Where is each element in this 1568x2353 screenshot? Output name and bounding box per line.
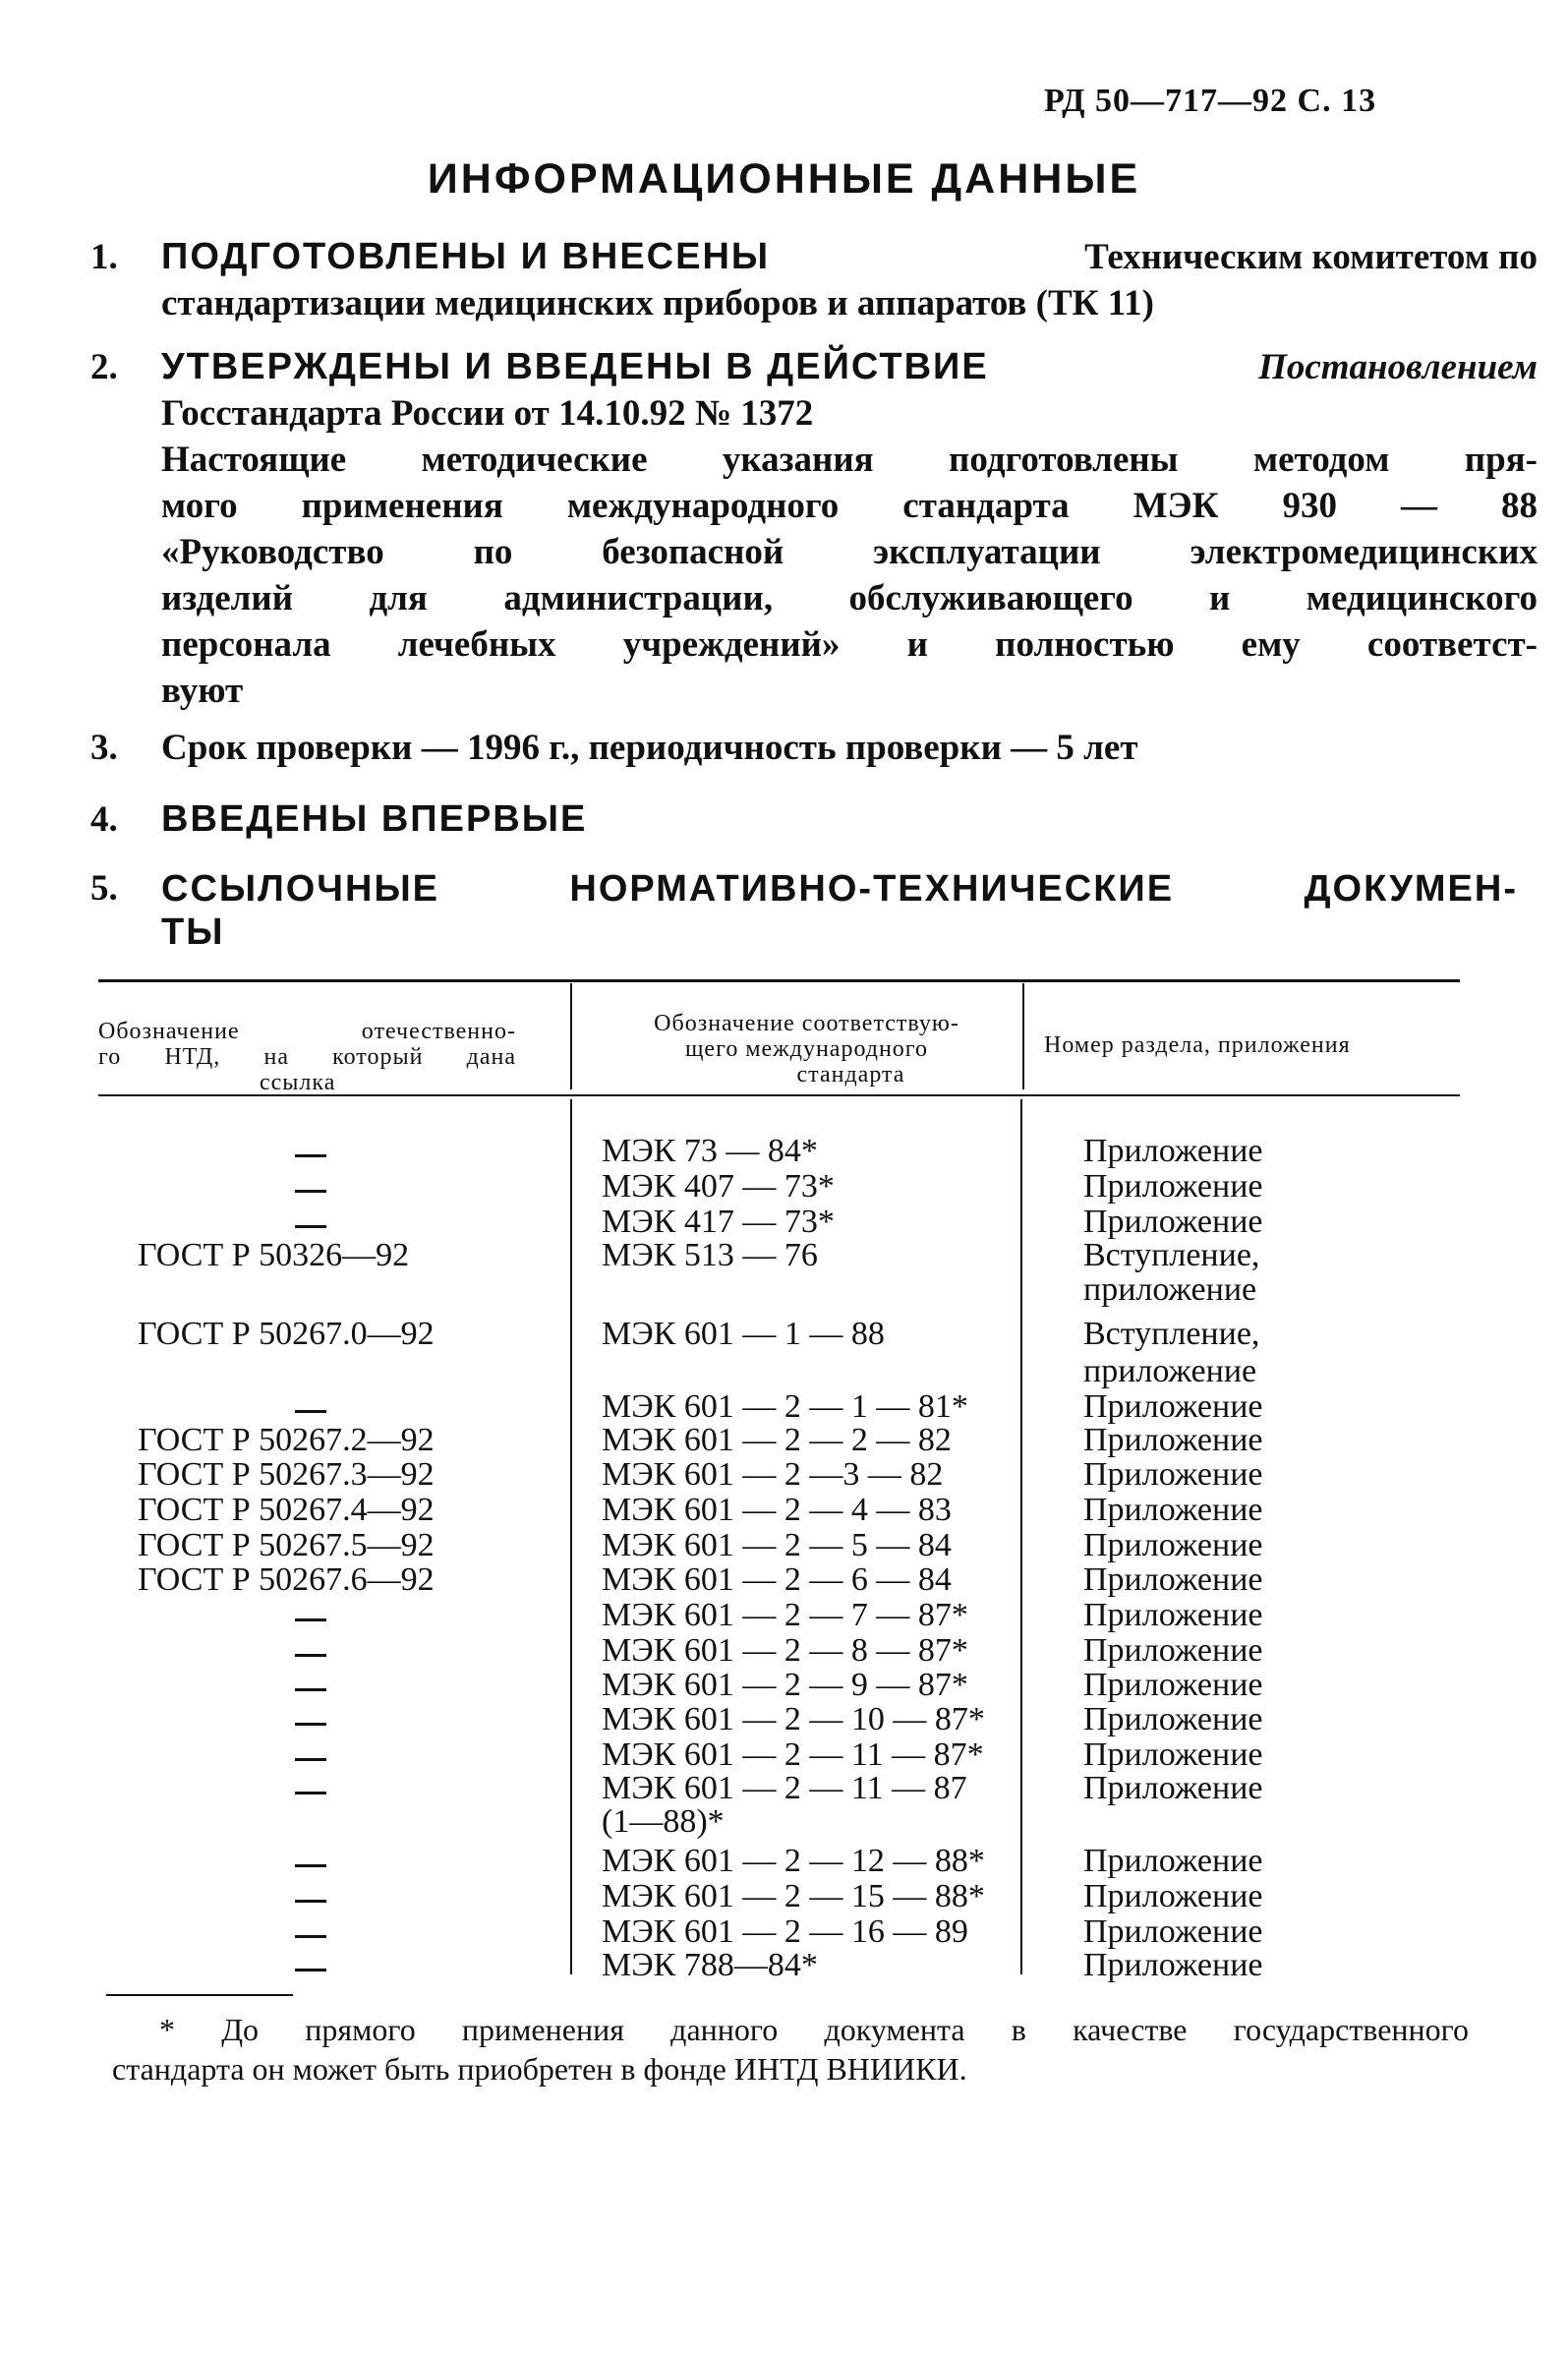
section-cell: приложение — [1083, 1271, 1257, 1308]
table-row — [0, 1527, 1568, 1562]
table-header-national — [98, 1019, 516, 1095]
national-ntd-dash — [295, 1723, 326, 1726]
section-cell: Приложение — [1083, 1456, 1263, 1493]
page-reference: РД 50—717—92 С. 13 — [1044, 83, 1377, 119]
national-ntd-dash — [295, 1935, 326, 1938]
international-standard-cell: МЭК 601 — 2 — 15 — 88* — [602, 1878, 985, 1914]
section-cell: Приложение — [1083, 1667, 1263, 1703]
item-text: Техническим комитетом по — [1084, 237, 1538, 277]
national-ntd-dash — [295, 1225, 326, 1228]
item-paragraph-line: Настоящие методические указания подготовлены методом пря- — [161, 440, 1538, 480]
section-cell: Приложение — [1083, 1701, 1263, 1737]
item-text: Постановлением — [1258, 347, 1538, 387]
section-cell: Приложение — [1083, 1843, 1263, 1879]
section-cell: Приложение — [1083, 1770, 1263, 1806]
international-standard-cell: МЭК 601 — 2 —3 — 82 — [602, 1456, 944, 1493]
item-caps-heading: ТЫ — [161, 912, 225, 953]
section-cell: Приложение — [1083, 1878, 1263, 1914]
section-cell: Приложение — [1083, 1561, 1263, 1598]
item-number: 2. — [90, 347, 118, 387]
section-cell: Вступление, — [1083, 1237, 1260, 1273]
item-number: 1. — [90, 237, 118, 277]
table-row — [0, 1736, 1568, 1772]
section-cell: Приложение — [1083, 1492, 1263, 1528]
table-row — [0, 1422, 1568, 1457]
international-standard-cell: МЭК 788—84* — [602, 1947, 818, 1983]
section-cell: Приложение — [1083, 1913, 1263, 1950]
table-row — [0, 1913, 1568, 1949]
international-standard-cell: МЭК 417 — 73* — [602, 1204, 835, 1240]
national-ntd-cell: ГОСТ Р 50267.2—92 — [138, 1422, 435, 1458]
item-text: Срок проверки — 1996 г., периодичность проверки — 5 лет — [161, 728, 1138, 768]
section-cell: Приложение — [1083, 1168, 1263, 1205]
item-paragraph-line: «Руководство по безопасной эксплуатации электромедицинских — [161, 532, 1538, 572]
international-standard-cell: МЭК 73 — 84* — [602, 1133, 818, 1169]
international-standard-cell: МЭК 601 — 2 — 4 — 83 — [602, 1492, 952, 1528]
national-ntd-dash — [295, 1190, 326, 1193]
table-row — [0, 1843, 1568, 1878]
section-cell: Приложение — [1083, 1388, 1263, 1425]
national-ntd-cell: ГОСТ Р 50267.6—92 — [138, 1561, 435, 1598]
table-row — [0, 1492, 1568, 1527]
international-standard-cell: МЭК 601 — 2 — 1 — 81* — [602, 1388, 968, 1425]
table-row — [0, 1947, 1568, 1982]
item-caps-heading: ПОДГОТОВЛЕНЫ И ВНЕСЕНЫ — [161, 236, 771, 277]
international-standard-cell: МЭК 601 — 2 — 16 — 89 — [602, 1913, 968, 1950]
national-ntd-dash — [295, 1688, 326, 1691]
international-standard-cell: МЭК 601 — 2 — 9 — 87* — [602, 1667, 968, 1703]
national-ntd-cell: ГОСТ Р 50267.0—92 — [138, 1316, 435, 1352]
international-standard-cell: МЭК 601 — 2 — 5 — 84 — [602, 1527, 952, 1563]
item-number: 3. — [90, 728, 118, 768]
item-paragraph-line: персонала лечебных учреждений» и полностью ему соответст- — [161, 624, 1538, 665]
international-standard-cell: МЭК 601 — 2 — 8 — 87* — [602, 1632, 968, 1669]
header-line: щего международного — [684, 1036, 929, 1062]
item-paragraph-line: изделий для администрации, обслуживающего и медицинского — [161, 578, 1538, 618]
national-ntd-cell: ГОСТ Р 50267.3—92 — [138, 1456, 435, 1493]
section-cell: Приложение — [1083, 1947, 1263, 1983]
item-caps-heading: УТВЕРЖДЕНЫ И ВВЕДЕНЫ В ДЕЙСТВИЕ — [161, 346, 989, 387]
item-caps-heading: ВВЕДЕНЫ ВПЕРВЫЕ — [161, 798, 588, 840]
footnote-rule — [106, 1994, 293, 1996]
table-row — [0, 1271, 1568, 1307]
national-ntd-dash — [295, 1410, 326, 1413]
section-cell: Приложение — [1083, 1736, 1263, 1773]
section-cell: Приложение — [1083, 1632, 1263, 1669]
national-ntd-dash — [295, 1864, 326, 1867]
table-row — [0, 1561, 1568, 1597]
national-ntd-dash — [295, 1969, 326, 1971]
item-number: 4. — [90, 799, 118, 840]
table-top-rule — [98, 979, 1460, 982]
national-ntd-dash — [295, 1792, 326, 1794]
page-title: ИНФОРМАЦИОННЫЕ ДАННЫЕ — [427, 155, 1141, 203]
table-row — [0, 1353, 1568, 1388]
table-row — [0, 1701, 1568, 1736]
footnote — [112, 2010, 1469, 2088]
item-paragraph-line: мого применения международного стандарта МЭК 930 — 88 — [161, 486, 1538, 526]
international-standard-cell: МЭК 601 — 2 — 10 — 87* — [602, 1701, 985, 1737]
footnote-line: стандарта он может быть приобретен в фонде ИНТД ВНИИКИ. — [112, 2051, 967, 2087]
header-line: ссылка — [260, 1070, 336, 1095]
table-row — [0, 1770, 1568, 1805]
table-row — [0, 1204, 1568, 1239]
item-text: стандартизации медицинских приборов и аппаратов (ТК 11) — [161, 283, 1154, 324]
header-line: Номер раздела, приложения — [1044, 1032, 1351, 1058]
section-cell: Приложение — [1083, 1422, 1263, 1458]
international-standard-cell: МЭК 601 — 2 — 2 — 82 — [602, 1422, 952, 1458]
section-cell: Приложение — [1083, 1133, 1263, 1169]
table-row — [0, 1456, 1568, 1492]
table-row — [0, 1168, 1568, 1204]
international-standard-cell: МЭК 601 — 2 — 11 — 87 — [602, 1770, 967, 1806]
national-ntd-cell: ГОСТ Р 50326—92 — [138, 1237, 410, 1273]
section-cell: Приложение — [1083, 1597, 1263, 1633]
table-row — [0, 1803, 1568, 1839]
header-line: Обозначение соответствую- — [654, 1011, 959, 1036]
international-standard-cell: МЭК 601 — 2 — 6 — 84 — [602, 1561, 952, 1598]
header-line: го НТД, на который дана — [98, 1044, 516, 1070]
table-row — [0, 1237, 1568, 1272]
national-ntd-cell: ГОСТ Р 50267.4—92 — [138, 1492, 435, 1528]
national-ntd-dash — [295, 1900, 326, 1903]
section-cell: Вступление, — [1083, 1316, 1260, 1352]
item-caps-heading: ССЫЛОЧНЫЕ НОРМАТИВНО-ТЕХНИЧЕСКИЕ ДОКУМЕН- — [161, 868, 1518, 910]
national-ntd-dash — [295, 1154, 326, 1157]
international-standard-cell: МЭК 407 — 73* — [602, 1168, 835, 1205]
table-row — [0, 1667, 1568, 1702]
table-row — [0, 1597, 1568, 1632]
international-standard-cell: МЭК 601 — 2 — 11 — 87* — [602, 1736, 984, 1773]
international-standard-cell: МЭК 601 — 1 — 88 — [602, 1316, 885, 1352]
national-ntd-cell: ГОСТ Р 50267.5—92 — [138, 1527, 435, 1563]
international-standard-cell: (1—88)* — [602, 1803, 725, 1840]
section-cell: Приложение — [1083, 1204, 1263, 1240]
table-column-divider — [570, 983, 572, 1089]
table-row — [0, 1878, 1568, 1913]
table-column-divider — [1022, 983, 1024, 1089]
item-paragraph-line: вуют — [161, 671, 244, 711]
table-row — [0, 1316, 1568, 1351]
table-header-section — [1044, 1032, 1467, 1058]
table-row — [0, 1388, 1568, 1424]
national-ntd-dash — [295, 1618, 326, 1621]
international-standard-cell: МЭК 513 — 76 — [602, 1237, 818, 1273]
table-row — [0, 1632, 1568, 1668]
table-header-international — [598, 1011, 1016, 1088]
international-standard-cell: МЭК 601 — 2 — 12 — 88* — [602, 1843, 985, 1879]
footnote-line: * До прямого применения данного документа в качестве государственного — [159, 2012, 1469, 2047]
section-cell: Приложение — [1083, 1527, 1263, 1563]
section-cell: приложение — [1083, 1353, 1257, 1389]
header-line: Обозначение отечественно- — [98, 1019, 516, 1044]
item-text: Госстандарта России от 14.10.92 № 1372 — [161, 393, 814, 434]
item-number: 5. — [90, 868, 118, 909]
international-standard-cell: МЭК 601 — 2 — 7 — 87* — [602, 1597, 968, 1633]
table-row — [0, 1133, 1568, 1168]
header-line: стандарта — [796, 1062, 905, 1088]
national-ntd-dash — [295, 1758, 326, 1761]
national-ntd-dash — [295, 1654, 326, 1657]
